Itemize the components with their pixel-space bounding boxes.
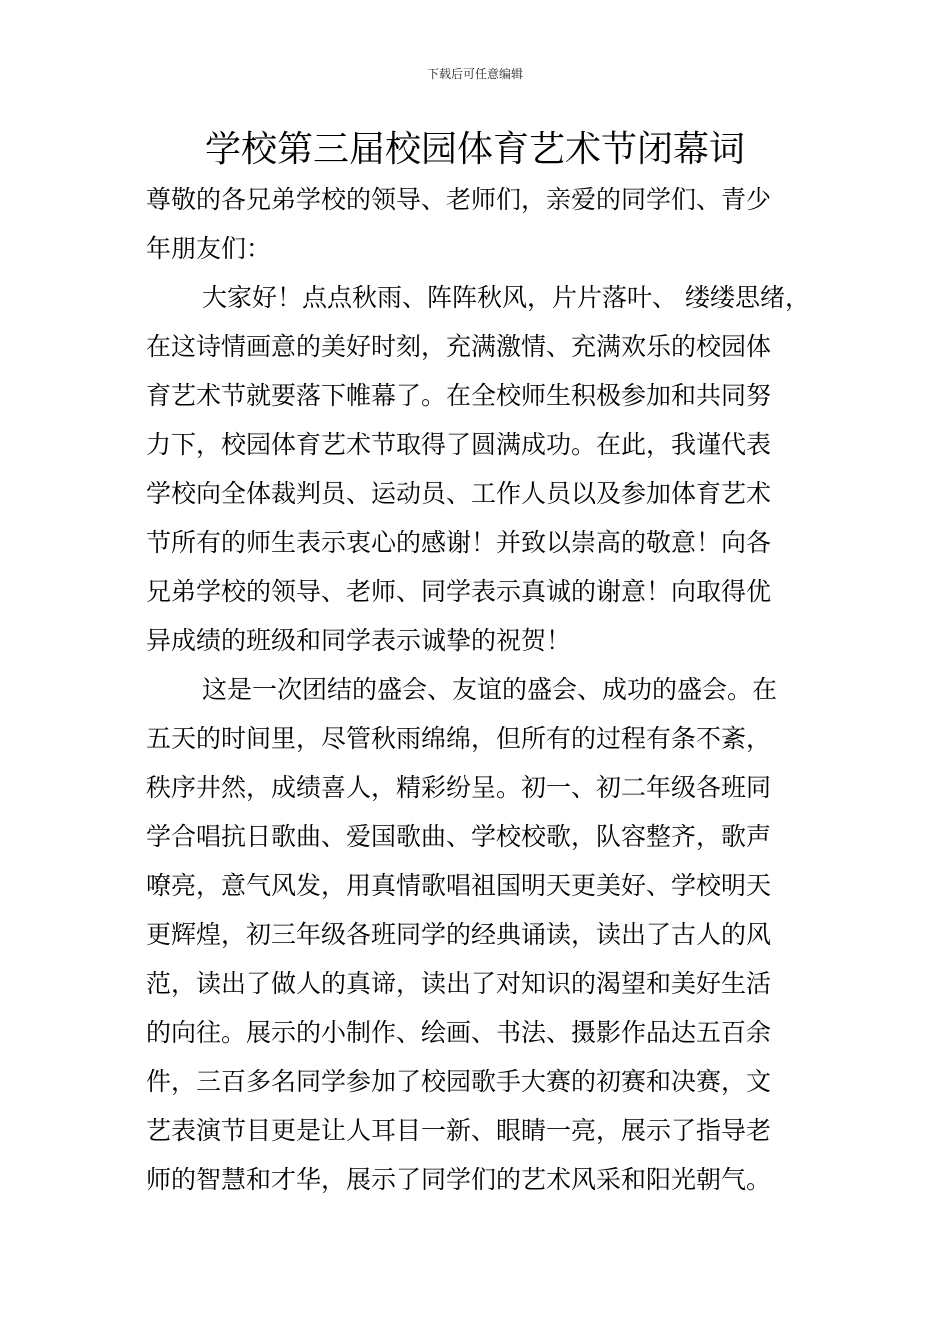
body-text-line: 力下，校园体育艺术节取得了圆满成功。在此，我谨代表 [146,430,772,459]
body-text-line: 秩序井然，成绩喜人，精彩纷呈。初一、初二年级各班同 [146,773,772,802]
body-text-line: 的向往。展示的小制作、绘画、书法、摄影作品达五百余 [146,1018,772,1047]
body-text-line: 学合唱抗日歌曲、爱国歌曲、学校校歌，队容整齐，歌声 [146,822,772,851]
body-text-line: 件，三百多名同学参加了校园歌手大赛的初赛和决赛，文 [146,1067,772,1096]
body-text-line: 这是一次团结的盛会、友谊的盛会、成功的盛会。在 [202,675,778,704]
body-text-line: 异成绩的班级和同学表示诚挚的祝贺！ [146,626,572,655]
body-text-line: 五天的时间里，尽管秋雨绵绵，但所有的过程有条不紊， [146,724,772,753]
body-text-line: 兄弟学校的领导、老师、同学表示真诚的谢意！向取得优 [146,577,772,606]
body-text-line: 尊敬的各兄弟学校的领导、老师们，亲爱的同学们、青少 [146,185,772,214]
body-text-line: 大家好！点点秋雨、阵阵秋风，片片落叶、 缕缕思绪， [202,283,810,312]
body-text-line: 更辉煌，初三年级各班同学的经典诵读，读出了古人的风 [146,920,772,949]
body-text-line: 范，读出了做人的真谛，读出了对知识的渴望和美好生活 [146,969,772,998]
body-text-line: 嘹亮，意气风发，用真情歌唱祖国明天更美好、学校明天 [146,871,772,900]
page-header-note: 下载后可任意编辑 [426,67,523,81]
body-text-line: 在这诗情画意的美好时刻，充满激情、充满欢乐的校园体 [146,332,772,361]
document-body [146,175,830,1204]
body-text-line: 年朋友们： [146,234,272,263]
body-text-line: 学校向全体裁判员、运动员、工作人员以及参加体育艺术 [146,479,772,508]
body-text-line: 育艺术节就要落下帷幕了。在全校师生积极参加和共同努 [146,381,772,410]
body-text-line: 师的智慧和才华，展示了同学们的艺术风采和阳光朝气。 [146,1165,772,1194]
body-text-line: 节所有的师生表示衷心的感谢！并致以崇高的敬意！向各 [146,528,772,557]
document-title: 学校第三届校园体育艺术节闭幕词 [204,129,745,170]
body-text-line: 艺表演节目更是让人耳目一新、眼睛一亮，展示了指导老 [146,1116,772,1145]
